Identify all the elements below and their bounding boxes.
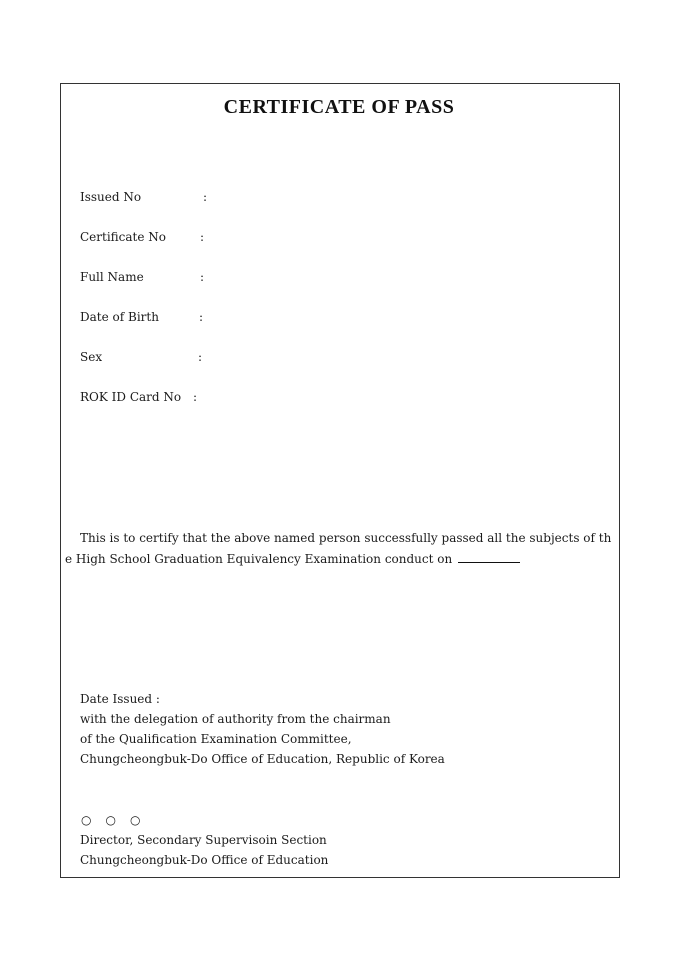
field-label-full-name: Full Name (80, 270, 144, 284)
field-colon-issued-no: : (203, 190, 208, 204)
signatory-name-placeholder (81, 813, 154, 827)
field-label-rok-id-card-no: ROK ID Card No (80, 390, 182, 404)
statement-line-2 (65, 551, 520, 566)
signatory-title: Director, Secondary Supervisoin Section (80, 833, 327, 847)
field-label-issued-no: Issued No (80, 190, 142, 204)
field-colon-full-name: : (200, 270, 205, 284)
date-issued-label: Date Issued : (80, 692, 160, 706)
delegation-line-3: Chungcheongbuk-Do Office of Education, Republic of Korea (80, 752, 445, 766)
field-colon-sex: : (198, 350, 203, 364)
certificate-title: CERTIFICATE OF PASS (223, 96, 455, 118)
delegation-line-1: with the delegation of authority from the chairman (80, 712, 391, 726)
statement-line-2-text: e High School Graduation Equivalency Examination conduct on (65, 552, 453, 566)
name-mark-3: ○ (129, 813, 141, 827)
name-mark-1: ○ (81, 813, 92, 827)
field-label-date-of-birth: Date of Birth (80, 310, 159, 324)
signatory-office: Chungcheongbuk-Do Office of Education (80, 853, 329, 867)
field-colon-certificate-no: : (200, 230, 205, 244)
field-colon-rok-id-card-no: : (193, 390, 198, 404)
name-mark-2: ○ (105, 813, 116, 827)
delegation-line-2: of the Qualification Examination Committee, (80, 732, 352, 746)
field-label-sex: Sex (80, 350, 103, 364)
statement-line-1: This is to certify that the above named person successfully passed all the subjects of th (80, 531, 612, 545)
examination-date-blank (458, 551, 520, 563)
field-colon-date-of-birth: : (199, 310, 204, 324)
field-label-certificate-no: Certificate No (80, 230, 167, 244)
